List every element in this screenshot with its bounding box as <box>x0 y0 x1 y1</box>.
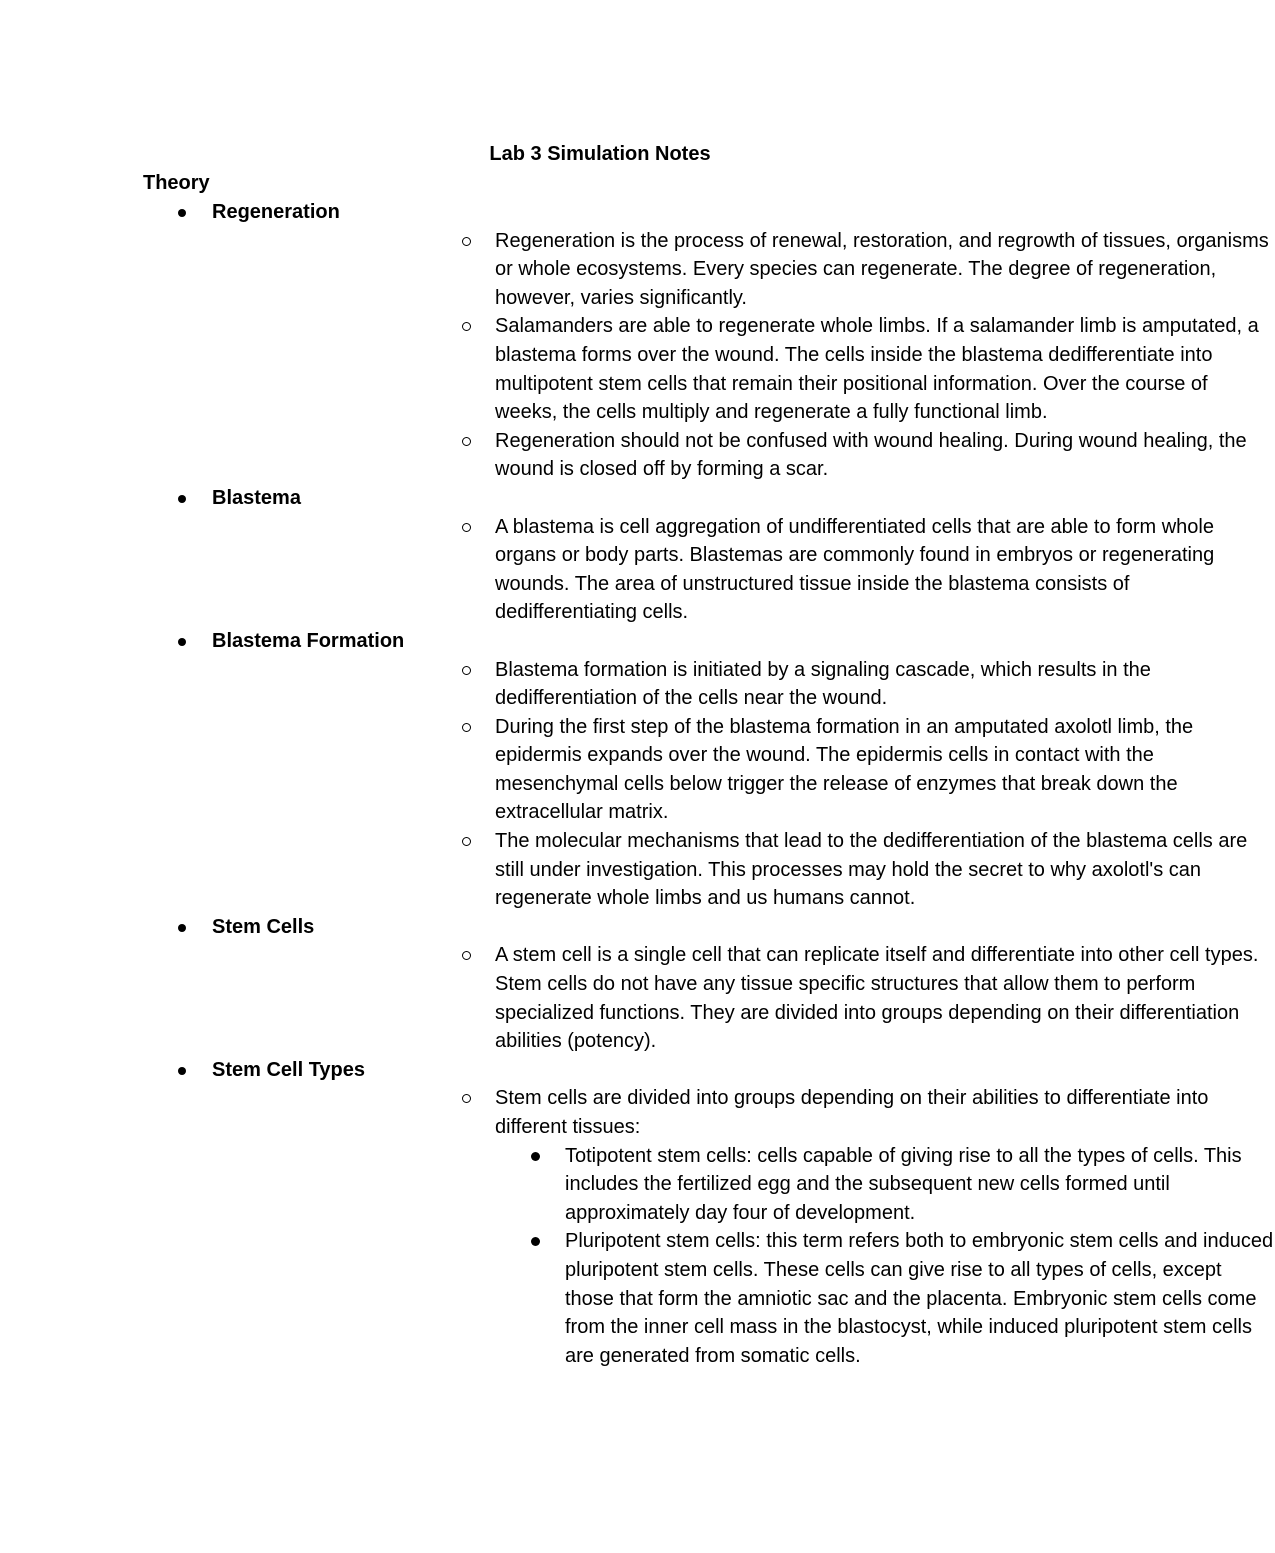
topic-heading: Blastema <box>212 486 301 509</box>
topic-heading: Stem Cells <box>212 915 315 938</box>
point-text: A stem cell is a single cell that can replicate itself and differentiate into other cell types. Stem cells do not have any tissue specific structures that allow them to perform specialized functions. They are divided into groups depending on their differentiation abilities (potency). <box>495 944 1259 1053</box>
hollow-circle-bullet-icon <box>462 437 471 446</box>
subpoint-group <box>212 1142 1274 1371</box>
point-text: Stem cells are divided into groups depending on their abilities to differentiate into different tissues: <box>495 1087 1209 1138</box>
subpoint-text: Pluripotent stem cells: this term refers both to embryonic stem cells and induced pluripotent stem cells. These cells can give rise to all types of cells, except those that form the amniotic sac and the placenta. Embryonic stem cells come from the inner cell mass in the blastocyst, while induced pluripotent stem cells are generated from somatic cells. <box>565 1230 1274 1367</box>
list-item <box>212 312 1275 426</box>
point-text: Blastema formation is initiated by a signaling cascade, which results in the dedifferentiation of the cells near the wound. <box>495 658 1151 710</box>
list-item <box>212 827 1275 913</box>
point-text: Salamanders are able to regenerate whole limbs. If a salamander limb is amputated, a blastema forms over the wound. The cells inside the blastema dedifferentiate into multipotent stem cells that remain their positional information. Over the course of weeks, the cells multiply and regenerate a fully functional limb. <box>495 315 1259 424</box>
list-item <box>212 1084 1275 1141</box>
topic-item <box>0 627 1248 913</box>
list-item <box>212 1227 1275 1370</box>
hollow-circle-bullet-icon <box>462 951 471 960</box>
hollow-circle-bullet-icon <box>462 322 471 331</box>
point-text: Regeneration is the process of renewal, restoration, and regrowth of tissues, organisms or whole ecosystems. Every species can regenerate. The degree of regeneration, however, varies significantly. <box>495 229 1269 309</box>
hollow-circle-bullet-icon <box>462 1094 471 1103</box>
hollow-circle-bullet-icon <box>462 237 471 246</box>
point-text: A blastema is cell aggregation of undifferentiated cells that are able to form whole organs or body parts. Blastemas are commonly found in embryos or regenerating wounds. The area of unstructured tissue inside the blastema consists of dedifferentiating cells. <box>495 515 1215 624</box>
point-list <box>212 513 1215 627</box>
point-text: During the first step of the blastema formation in an amputated axolotl limb, the epidermis expands over the wound. The epidermis cells in contact with the mesenchymal cells below trigger the release of enzymes that break down the extracellular matrix. <box>495 715 1194 824</box>
list-item <box>212 513 1275 627</box>
list-item <box>212 1142 1275 1228</box>
topic-heading: Blastema Formation <box>212 629 405 652</box>
point-list <box>212 941 1259 1055</box>
section-heading-theory: Theory <box>143 172 210 194</box>
topic-item <box>0 198 1269 484</box>
filled-circle-bullet-icon <box>178 638 186 646</box>
list-item <box>212 656 1275 713</box>
hollow-circle-bullet-icon <box>462 523 471 532</box>
list-item <box>212 713 1275 827</box>
hollow-circle-bullet-icon <box>462 837 471 846</box>
filled-circle-bullet-icon <box>178 209 186 217</box>
hollow-circle-bullet-icon <box>462 666 471 675</box>
subpoint-text: Totipotent stem cells: cells capable of giving rise to all the types of cells. This includes the fertilized egg and the subsequent new cells formed until approximately day four of development. <box>565 1144 1242 1224</box>
filled-circle-bullet-icon <box>178 1067 186 1075</box>
subpoint-list <box>212 1142 1274 1371</box>
topic-heading: Regeneration <box>212 201 340 223</box>
hollow-circle-bullet-icon <box>462 723 471 732</box>
filled-circle-bullet-icon <box>178 495 186 503</box>
topic-item <box>0 484 1215 627</box>
topic-list <box>0 198 1274 1370</box>
point-text: Regeneration should not be confused with wound healing. During wound healing, the wound is closed off by forming a scar. <box>495 429 1247 481</box>
topic-item <box>0 913 1259 1056</box>
point-list <box>212 227 1269 484</box>
topic-item <box>0 1056 1274 1371</box>
list-item <box>212 427 1275 484</box>
point-list <box>212 1084 1274 1370</box>
list-item <box>212 941 1275 1055</box>
filled-circle-bullet-icon <box>178 924 186 932</box>
filled-square-bullet-icon <box>531 1237 540 1246</box>
list-item <box>212 227 1275 313</box>
topic-heading: Stem Cell Types <box>212 1058 366 1081</box>
filled-square-bullet-icon <box>531 1152 540 1161</box>
page-title: Lab 3 Simulation Notes <box>489 143 711 165</box>
point-list <box>212 656 1248 913</box>
point-text: The molecular mechanisms that lead to the dedifferentiation of the blastema cells are still under investigation. This processes may hold the secret to why axolotl's can regenerate whole limbs and us humans cannot. <box>495 830 1248 910</box>
